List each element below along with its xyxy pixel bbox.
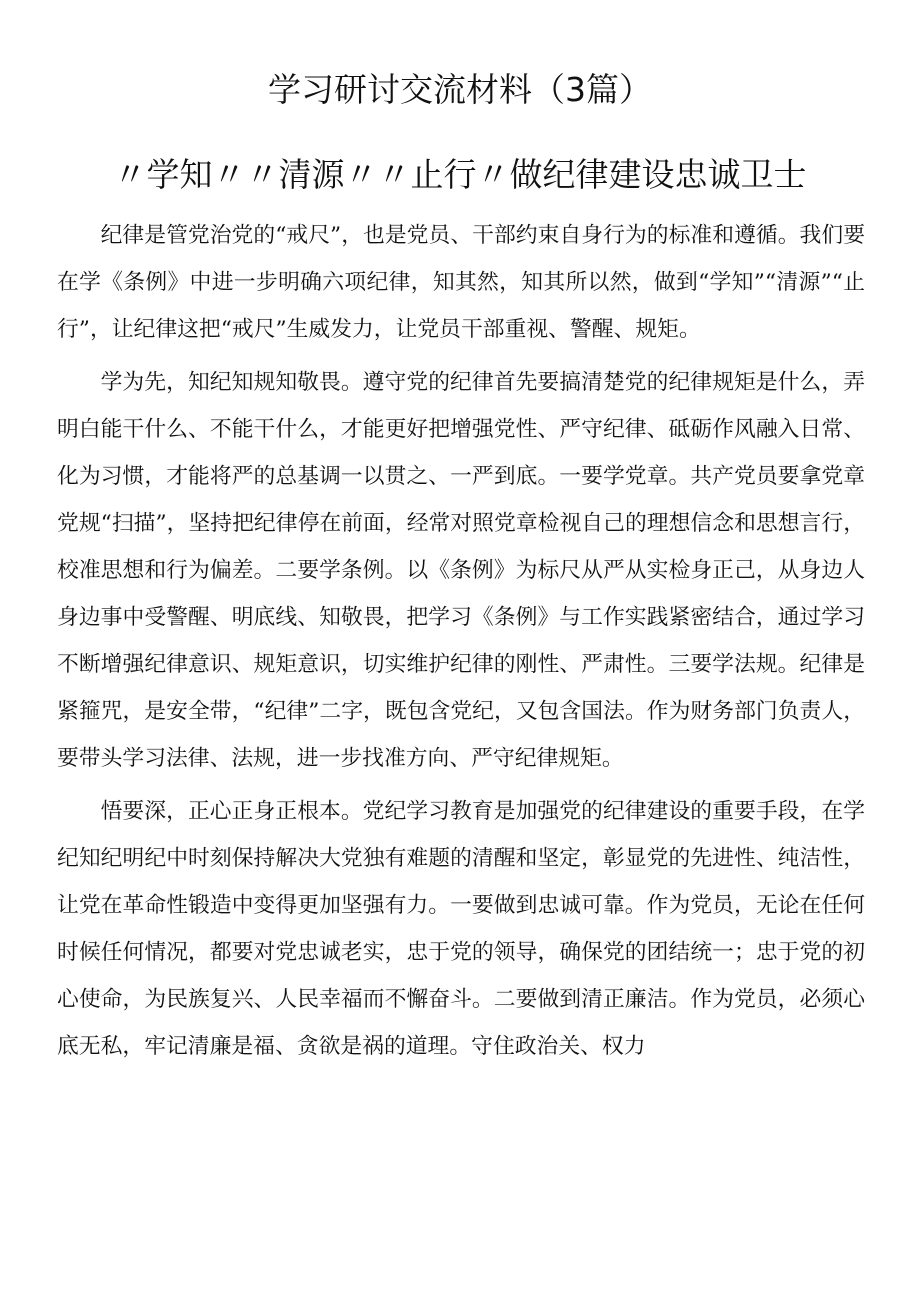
paragraph-3: 悟要深，正心正身正根本。党纪学习教育是加强党的纪律建设的重要手段，在学纪知纪明纪中时刻保持解决大党独有难题的清醒和坚定，彰显党的先进性、纯洁性，让党在革命性锻造中变得更加坚强有力。一要做到忠诚可靠。作为党员，无论在任何时候任何情况，都要对党忠诚老实，忠于党的领导，确保党的团结统一；忠于党的初心使命，为民族复兴、人民幸福而不懈奋斗。二要做到清正廉洁。作为党员，必须心底无私，牢记清廉是福、贪欲是祸的道理。守住政治关、权力: [57, 799, 865, 1059]
article-body: [57, 212, 865, 1076]
document-title: 学习研讨交流材料（3篇）: [268, 70, 652, 109]
paragraph-1: 纪律是管党治党的“戒尺”，也是党员、干部约束自身行为的标准和遵循。我们要在学《条例》中进一步明确六项纪律，知其然，知其所以然，做到“学知”“清源”“止行”，让纪律这把“戒尺”生威发力，让党员干部重视、警醒、规矩。: [57, 223, 865, 342]
article-subtitle: 〃学知〃〃清源〃〃止行〃做纪律建设忠诚卫士: [113, 155, 807, 194]
paragraph-2: 学为先，知纪知规知敬畏。遵守党的纪律首先要搞清楚党的纪律规矩是什么，弄明白能干什么、不能干什么，才能更好把增强党性、严守纪律、砥砺作风融入日常、化为习惯，才能将严的总基调一以贯之、一严到底。一要学党章。共产党员要拿党章党规“扫描”，坚持把纪律停在前面，经常对照党章检视自己的理想信念和思想言行，校准思想和行为偏差。二要学条例。以《条例》为标尺从严从实检身正己，从身边人身边事中受警醒、明底线、知敬畏，把学习《条例》与工作实践紧密结合，通过学习不断增强纪律意识、规矩意识，切实维护纪律的刚性、严肃性。三要学法规。纪律是紧箍咒，是安全带，“纪律”二字，既包含党纪，又包含国法。作为财务部门负责人，要带头学习法律、法规，进一步找准方向、严守纪律规矩。: [57, 370, 865, 771]
